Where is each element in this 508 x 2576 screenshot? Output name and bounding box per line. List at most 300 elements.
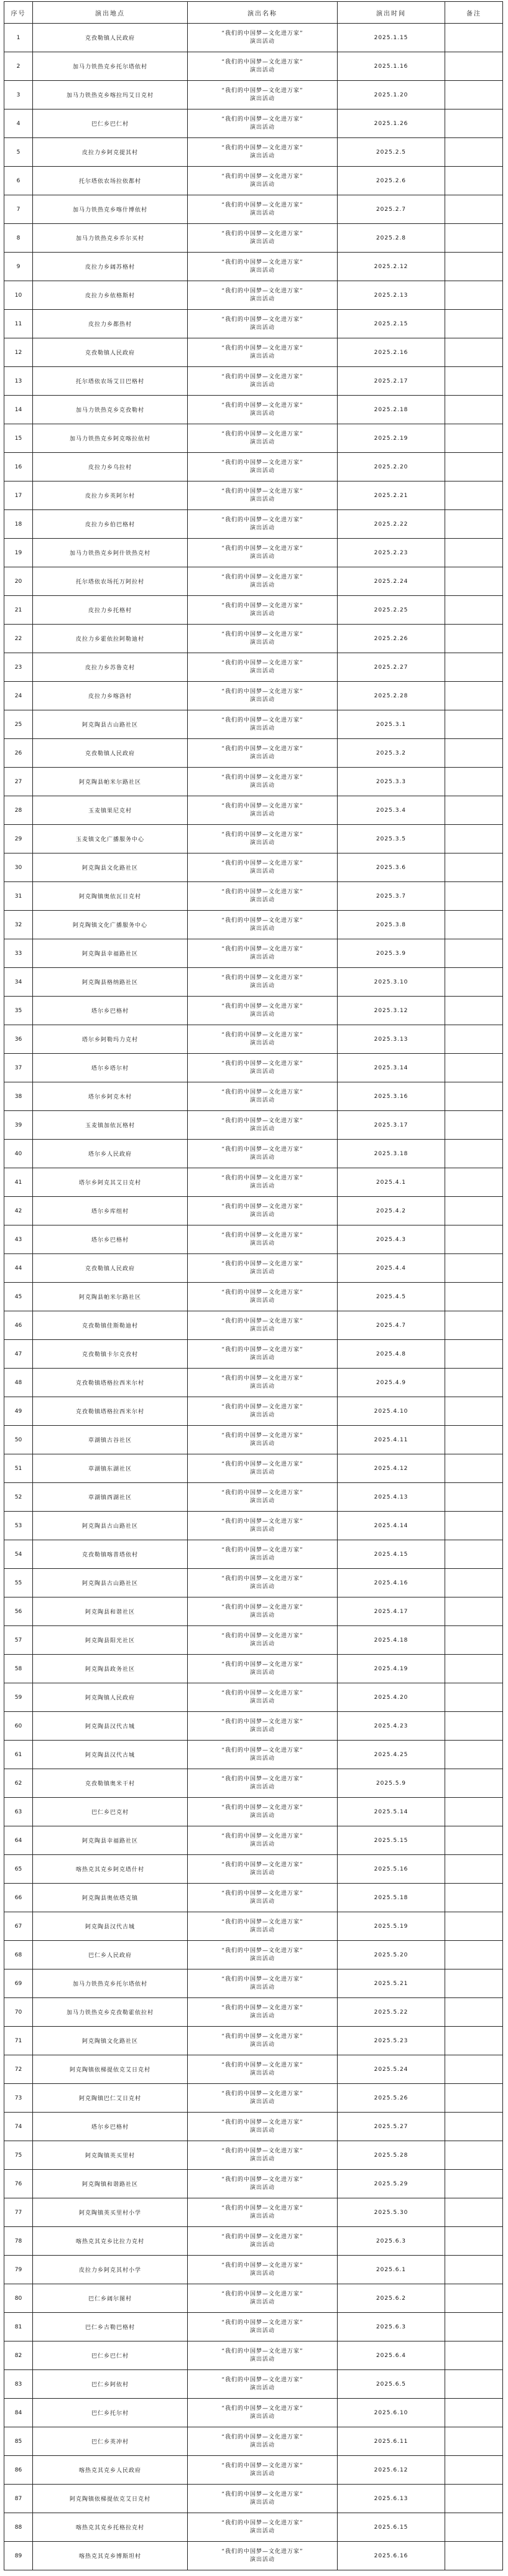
cell-time: 2025.4.12 <box>338 1454 445 1483</box>
cell-name <box>188 882 338 911</box>
cell-name-line-2: 演出活动 <box>249 667 275 674</box>
cell-place: 阿克陶县帕米尔路社区 <box>33 1283 188 1311</box>
cell-name <box>188 253 338 281</box>
cell-no: 22 <box>4 625 33 653</box>
cell-name <box>188 1769 338 1798</box>
table-row <box>4 1025 503 1054</box>
cell-no: 24 <box>4 682 33 710</box>
cell-note <box>445 424 503 453</box>
cell-note <box>445 2370 503 2399</box>
cell-name <box>188 481 338 510</box>
cell-time: 2025.3.14 <box>338 1054 445 1082</box>
cell-place: 克孜勒镇人民政府 <box>33 1254 188 1283</box>
cell-time: 2025.4.15 <box>338 1540 445 1569</box>
cell-place: 巴仁乡阔尔图村 <box>33 2284 188 2313</box>
cell-note <box>445 1225 503 1254</box>
cell-name-line-2: 演出活动 <box>249 2270 275 2277</box>
cell-note <box>445 1626 503 1655</box>
table-row <box>4 1225 503 1254</box>
cell-name-line-2: 演出活动 <box>249 1812 275 1819</box>
table-row <box>4 596 503 625</box>
cell-place: 加马力铁热克乡乔尔买村 <box>33 224 188 253</box>
cell-place: 巴仁乡阿依村 <box>33 2370 188 2399</box>
cell-name <box>188 1540 338 1569</box>
cell-time: 2025.5.29 <box>338 2170 445 2198</box>
cell-name-line-2: 演出活动 <box>249 1898 275 1905</box>
cell-name <box>188 2027 338 2055</box>
cell-place: 草湖镇西湖社区 <box>33 1483 188 1512</box>
cell-no: 70 <box>4 1998 33 2027</box>
cell-name-line-2: 演出活动 <box>249 1583 275 1590</box>
cell-time: 2025.6.3 <box>338 2227 445 2256</box>
table-row <box>4 1426 503 1454</box>
cell-note <box>445 1512 503 1540</box>
cell-place: 托尔塔依农场拉依都村 <box>33 167 188 195</box>
cell-no: 10 <box>4 281 33 310</box>
cell-no: 76 <box>4 2170 33 2198</box>
table-row <box>4 2427 503 2456</box>
cell-name <box>188 825 338 853</box>
cell-note <box>445 2084 503 2113</box>
cell-time: 2025.5.20 <box>338 1941 445 1969</box>
cell-name <box>188 167 338 195</box>
cell-no: 88 <box>4 2513 33 2542</box>
cell-time: 2025.5.22 <box>338 1998 445 2027</box>
cell-time: 2025.6.1 <box>338 2256 445 2284</box>
cell-note <box>445 939 503 968</box>
cell-name-line-2: 演出活动 <box>249 267 275 274</box>
table-row <box>4 1798 503 1826</box>
cell-name <box>188 1025 338 1054</box>
cell-name <box>188 968 338 997</box>
table-row <box>4 1483 503 1512</box>
cell-name <box>188 2113 338 2141</box>
table-row <box>4 2113 503 2141</box>
cell-name <box>188 539 338 567</box>
table-row <box>4 195 503 224</box>
cell-time: 2025.3.3 <box>338 768 445 796</box>
cell-name <box>188 1826 338 1855</box>
cell-time: 2025.4.16 <box>338 1569 445 1597</box>
cell-note <box>445 1426 503 1454</box>
table-row <box>4 2542 503 2570</box>
cell-name-line-2: 演出活动 <box>249 753 275 760</box>
cell-name-line-1: “我们的中国梦—文化进万家” <box>221 2119 303 2126</box>
cell-place: 阿克陶县奥依塔克镇 <box>33 1884 188 1912</box>
cell-name-line-2: 演出活动 <box>249 2127 275 2134</box>
cell-name-line-2: 演出活动 <box>249 1297 275 1304</box>
cell-place: 克孜勒镇佳斯勒迪村 <box>33 1311 188 1340</box>
table-header <box>4 2 503 24</box>
cell-name <box>188 653 338 682</box>
table-row <box>4 2084 503 2113</box>
cell-place: 克孜勒镇塔格拉西米尔村 <box>33 1397 188 1426</box>
table-row <box>4 1283 503 1311</box>
table-row <box>4 2027 503 2055</box>
cell-name-line-1: “我们的中国梦—文化进万家” <box>221 802 303 809</box>
cell-name <box>188 2227 338 2256</box>
header-name: 演出名称 <box>188 2 338 24</box>
cell-name-line-2: 演出活动 <box>249 2442 275 2448</box>
cell-name-line-1: “我们的中国梦—文化进万家” <box>221 1203 303 1210</box>
cell-note <box>445 1884 503 1912</box>
cell-name-line-2: 演出活动 <box>249 2012 275 2019</box>
cell-time: 2025.2.16 <box>338 338 445 367</box>
cell-name-line-2: 演出活动 <box>249 1927 275 1933</box>
cell-place: 巴仁乡托尔村 <box>33 2399 188 2427</box>
cell-place: 巴仁乡巴克村 <box>33 1798 188 1826</box>
cell-no: 65 <box>4 1855 33 1884</box>
cell-note <box>445 1998 503 2027</box>
cell-no: 47 <box>4 1340 33 1369</box>
table-row <box>4 1998 503 2027</box>
cell-name-line-1: “我们的中国梦—文化进万家” <box>221 1346 303 1353</box>
cell-time: 2025.4.4 <box>338 1254 445 1283</box>
cell-time: 2025.3.6 <box>338 853 445 882</box>
table-row <box>4 24 503 52</box>
cell-place: 克孜勒镇喀普塔依村 <box>33 1540 188 1569</box>
table-row <box>4 882 503 911</box>
performance-schedule-table <box>4 1 503 2570</box>
cell-note <box>445 968 503 997</box>
cell-no: 68 <box>4 1941 33 1969</box>
cell-name <box>188 567 338 596</box>
cell-name-line-2: 演出活动 <box>249 811 275 817</box>
cell-note <box>445 1540 503 1569</box>
cell-name <box>188 1569 338 1597</box>
table-row <box>4 2313 503 2341</box>
table-row <box>4 968 503 997</box>
table-row <box>4 138 503 167</box>
cell-name-line-1: “我们的中国梦—文化进万家” <box>221 631 303 638</box>
cell-name-line-1: “我们的中国梦—文化进万家” <box>221 2462 303 2469</box>
cell-name-line-2: 演出活动 <box>249 610 275 617</box>
cell-name <box>188 853 338 882</box>
cell-time: 2025.6.5 <box>338 2370 445 2399</box>
cell-name <box>188 997 338 1025</box>
cell-name <box>188 367 338 396</box>
cell-name-line-1: “我们的中国梦—文化进万家” <box>221 373 303 380</box>
cell-no: 33 <box>4 939 33 968</box>
table-row <box>4 424 503 453</box>
cell-name-line-2: 演出活动 <box>249 1555 275 1561</box>
cell-note <box>445 2399 503 2427</box>
cell-name-line-1: “我们的中国梦—文化进万家” <box>221 2290 303 2297</box>
cell-note <box>445 2313 503 2341</box>
table-row <box>4 1340 503 1369</box>
cell-place: 塔尔乡巴格村 <box>33 2113 188 2141</box>
cell-place: 阿克陶镇文化路社区 <box>33 2027 188 2055</box>
table-row <box>4 2399 503 2427</box>
cell-time: 2025.5.24 <box>338 2055 445 2084</box>
cell-name <box>188 2485 338 2513</box>
cell-note <box>445 2513 503 2542</box>
cell-note <box>445 1254 503 1283</box>
cell-no: 1 <box>4 24 33 52</box>
cell-note <box>445 1855 503 1884</box>
cell-name-line-1: “我们的中国梦—文化进万家” <box>221 2434 303 2440</box>
cell-name <box>188 1626 338 1655</box>
table-row <box>4 825 503 853</box>
cell-name-line-2: 演出活动 <box>249 2413 275 2420</box>
cell-no: 71 <box>4 2027 33 2055</box>
cell-place: 巴仁乡巴仁村 <box>33 2341 188 2370</box>
header-place: 演出地点 <box>33 2 188 24</box>
cell-name-line-1: “我们的中国梦—文化进万家” <box>221 917 303 924</box>
table-row <box>4 768 503 796</box>
cell-name <box>188 1311 338 1340</box>
cell-place: 皮拉力乡阿克提其村 <box>33 138 188 167</box>
cell-name-line-2: 演出活动 <box>249 1726 275 1733</box>
cell-place: 阿克陶县汉代古城 <box>33 1912 188 1941</box>
table-row <box>4 1397 503 1426</box>
cell-name <box>188 1941 338 1969</box>
cell-name-line-2: 演出活动 <box>249 524 275 531</box>
table-row <box>4 1540 503 1569</box>
cell-no: 83 <box>4 2370 33 2399</box>
cell-place: 阿克陶镇和谐路社区 <box>33 2170 188 2198</box>
table-row <box>4 2370 503 2399</box>
cell-name-line-2: 演出活动 <box>249 2213 275 2220</box>
cell-name-line-1: “我们的中国梦—文化进万家” <box>221 1804 303 1811</box>
cell-time: 2025.5.14 <box>338 1798 445 1826</box>
cell-name <box>188 1197 338 1225</box>
cell-note <box>445 81 503 109</box>
cell-no: 16 <box>4 453 33 481</box>
cell-note <box>445 2341 503 2370</box>
cell-note <box>445 1369 503 1397</box>
cell-place: 克孜勒镇塔格拉西米尔村 <box>33 1369 188 1397</box>
cell-note <box>445 710 503 739</box>
cell-no: 74 <box>4 2113 33 2141</box>
cell-place: 塔尔乡人民政府 <box>33 1140 188 1168</box>
cell-time: 2025.2.6 <box>338 167 445 195</box>
cell-time: 2025.4.25 <box>338 1741 445 1769</box>
cell-note <box>445 52 503 81</box>
cell-name-line-1: “我们的中国梦—文化进万家” <box>221 717 303 723</box>
table-row <box>4 510 503 539</box>
cell-name-line-1: “我们的中国梦—文化进万家” <box>221 1375 303 1382</box>
cell-place: 玉麦镇加依瓦格村 <box>33 1111 188 1140</box>
table-row <box>4 2341 503 2370</box>
cell-name-line-2: 演出活动 <box>249 439 275 445</box>
cell-note <box>445 539 503 567</box>
cell-note <box>445 825 503 853</box>
cell-name-line-2: 演出活动 <box>249 67 275 73</box>
cell-time: 2025.6.11 <box>338 2427 445 2456</box>
cell-place: 巴仁乡人民政府 <box>33 1941 188 1969</box>
cell-name-line-2: 演出活动 <box>249 1526 275 1533</box>
table-row <box>4 2055 503 2084</box>
cell-name-line-2: 演出活动 <box>249 1869 275 1876</box>
cell-place: 阿克陶县古山路社区 <box>33 1512 188 1540</box>
cell-place: 加马力铁热克乡克孜勒村 <box>33 396 188 424</box>
cell-name-line-2: 演出活动 <box>249 38 275 45</box>
table-row <box>4 2227 503 2256</box>
cell-note <box>445 1054 503 1082</box>
cell-no: 63 <box>4 1798 33 1826</box>
cell-name <box>188 2341 338 2370</box>
cell-time: 2025.5.19 <box>338 1912 445 1941</box>
cell-name-line-1: “我们的中国梦—文化进万家” <box>221 316 303 323</box>
cell-note <box>445 567 503 596</box>
cell-note <box>445 481 503 510</box>
cell-place: 阿克陶县古山路社区 <box>33 1569 188 1597</box>
cell-name <box>188 2055 338 2084</box>
cell-name-line-2: 演出活动 <box>249 639 275 646</box>
cell-name <box>188 1741 338 1769</box>
cell-name-line-2: 演出活动 <box>249 1469 275 1476</box>
header-note: 备注 <box>445 2 503 24</box>
cell-note <box>445 2542 503 2570</box>
table-row <box>4 1140 503 1168</box>
cell-name-line-1: “我们的中国梦—文化进万家” <box>221 574 303 580</box>
cell-time: 2025.2.8 <box>338 224 445 253</box>
cell-name-line-1: “我们的中国梦—文化进万家” <box>221 688 303 695</box>
cell-name-line-2: 演出活动 <box>249 1268 275 1275</box>
cell-no: 39 <box>4 1111 33 1140</box>
cell-name-line-2: 演出活动 <box>249 2384 275 2391</box>
cell-no: 54 <box>4 1540 33 1569</box>
cell-name <box>188 1884 338 1912</box>
cell-place: 塔尔乡阿勒玛力克村 <box>33 1025 188 1054</box>
cell-name-line-2: 演出活动 <box>249 2499 275 2506</box>
cell-no: 45 <box>4 1283 33 1311</box>
cell-name-line-1: “我们的中国梦—文化进万家” <box>221 545 303 552</box>
cell-no: 23 <box>4 653 33 682</box>
cell-note <box>445 1969 503 1998</box>
cell-name <box>188 2198 338 2227</box>
cell-time: 2025.6.16 <box>338 2542 445 2570</box>
cell-time: 2025.1.20 <box>338 81 445 109</box>
cell-name-line-1: “我们的中国梦—文化进万家” <box>221 459 303 466</box>
cell-name-line-1: “我们的中国梦—文化进万家” <box>221 516 303 523</box>
cell-name <box>188 24 338 52</box>
cell-note <box>445 1712 503 1741</box>
table-row <box>4 1569 503 1597</box>
table-row <box>4 1655 503 1683</box>
cell-time: 2025.6.13 <box>338 2485 445 2513</box>
table-row <box>4 1683 503 1712</box>
cell-name <box>188 2170 338 2198</box>
cell-time: 2025.4.19 <box>338 1655 445 1683</box>
table-row <box>4 481 503 510</box>
cell-place: 塔尔乡巴格村 <box>33 997 188 1025</box>
cell-name-line-1: “我们的中国梦—文化进万家” <box>221 1690 303 1696</box>
cell-time: 2025.2.25 <box>338 596 445 625</box>
cell-place: 塔尔乡库组村 <box>33 1197 188 1225</box>
cell-no: 36 <box>4 1025 33 1054</box>
cell-name <box>188 1082 338 1111</box>
cell-no: 62 <box>4 1769 33 1798</box>
cell-name <box>188 2427 338 2456</box>
cell-name <box>188 1426 338 1454</box>
cell-note <box>445 1454 503 1483</box>
cell-time: 2025.5.16 <box>338 1855 445 1884</box>
cell-time: 2025.2.17 <box>338 367 445 396</box>
cell-place: 阿克陶县幸福路社区 <box>33 939 188 968</box>
cell-note <box>445 1655 503 1683</box>
cell-name <box>188 1683 338 1712</box>
table-row <box>4 1311 503 1340</box>
cell-name-line-1: “我们的中国梦—文化进万家” <box>221 116 303 123</box>
cell-note <box>445 2141 503 2170</box>
cell-note <box>445 1311 503 1340</box>
cell-name-line-2: 演出活动 <box>249 324 275 331</box>
cell-name <box>188 338 338 367</box>
table-row <box>4 224 503 253</box>
cell-note <box>445 510 503 539</box>
cell-note <box>445 338 503 367</box>
table-row <box>4 453 503 481</box>
cell-time: 2025.1.15 <box>338 24 445 52</box>
cell-no: 55 <box>4 1569 33 1597</box>
cell-name <box>188 1655 338 1683</box>
cell-note <box>445 1082 503 1111</box>
cell-no: 20 <box>4 567 33 596</box>
cell-no: 53 <box>4 1512 33 1540</box>
cell-time: 2025.5.23 <box>338 2027 445 2055</box>
cell-name-line-2: 演出活动 <box>249 210 275 216</box>
cell-time: 2025.1.26 <box>338 109 445 138</box>
cell-no: 57 <box>4 1626 33 1655</box>
cell-place: 阿克陶县政务社区 <box>33 1655 188 1683</box>
cell-place: 托尔塔依农场托万阿拉村 <box>33 567 188 596</box>
table-row <box>4 625 503 653</box>
cell-no: 19 <box>4 539 33 567</box>
cell-name-line-1: “我们的中国梦—文化进万家” <box>221 2319 303 2326</box>
cell-name-line-2: 演出活动 <box>249 868 275 875</box>
cell-name-line-1: “我们的中国梦—文化进万家” <box>221 1031 303 1038</box>
cell-time: 2025.6.3 <box>338 2313 445 2341</box>
cell-time: 2025.2.23 <box>338 539 445 567</box>
cell-name-line-2: 演出活动 <box>249 496 275 503</box>
cell-name-line-1: “我们的中国梦—文化进万家” <box>221 2548 303 2555</box>
cell-name-line-1: “我们的中国梦—文化进万家” <box>221 30 303 37</box>
table-row <box>4 1712 503 1741</box>
table-row <box>4 367 503 396</box>
cell-name-line-2: 演出活动 <box>249 2070 275 2076</box>
cell-time: 2025.5.30 <box>338 2198 445 2227</box>
cell-name-line-2: 演出活动 <box>249 725 275 732</box>
cell-place: 皮拉力乡霍依拉阿勒迪村 <box>33 625 188 653</box>
cell-no: 21 <box>4 596 33 625</box>
cell-place: 皮拉力乡托格村 <box>33 596 188 625</box>
cell-name-line-2: 演出活动 <box>249 839 275 846</box>
cell-place: 塔尔乡阿克木村 <box>33 1082 188 1111</box>
cell-name-line-1: “我们的中国梦—文化进万家” <box>221 2004 303 2011</box>
cell-name-line-1: “我们的中国梦—文化进万家” <box>221 1546 303 1553</box>
cell-name-line-2: 演出活动 <box>249 2184 275 2191</box>
cell-name-line-2: 演出活动 <box>249 925 275 932</box>
cell-no: 41 <box>4 1168 33 1197</box>
cell-name-line-1: “我们的中国梦—文化进万家” <box>221 2090 303 2097</box>
cell-note <box>445 2256 503 2284</box>
cell-no: 5 <box>4 138 33 167</box>
cell-no: 77 <box>4 2198 33 2227</box>
cell-name-line-2: 演出活动 <box>249 2241 275 2248</box>
cell-note <box>445 682 503 710</box>
cell-name-line-1: “我们的中国梦—文化进万家” <box>221 1575 303 1582</box>
cell-name <box>188 1712 338 1741</box>
cell-time: 2025.3.8 <box>338 911 445 939</box>
cell-name <box>188 396 338 424</box>
cell-no: 78 <box>4 2227 33 2256</box>
table-row <box>4 682 503 710</box>
cell-name <box>188 1111 338 1140</box>
cell-name-line-2: 演出活动 <box>249 181 275 188</box>
cell-time: 2025.2.13 <box>338 281 445 310</box>
